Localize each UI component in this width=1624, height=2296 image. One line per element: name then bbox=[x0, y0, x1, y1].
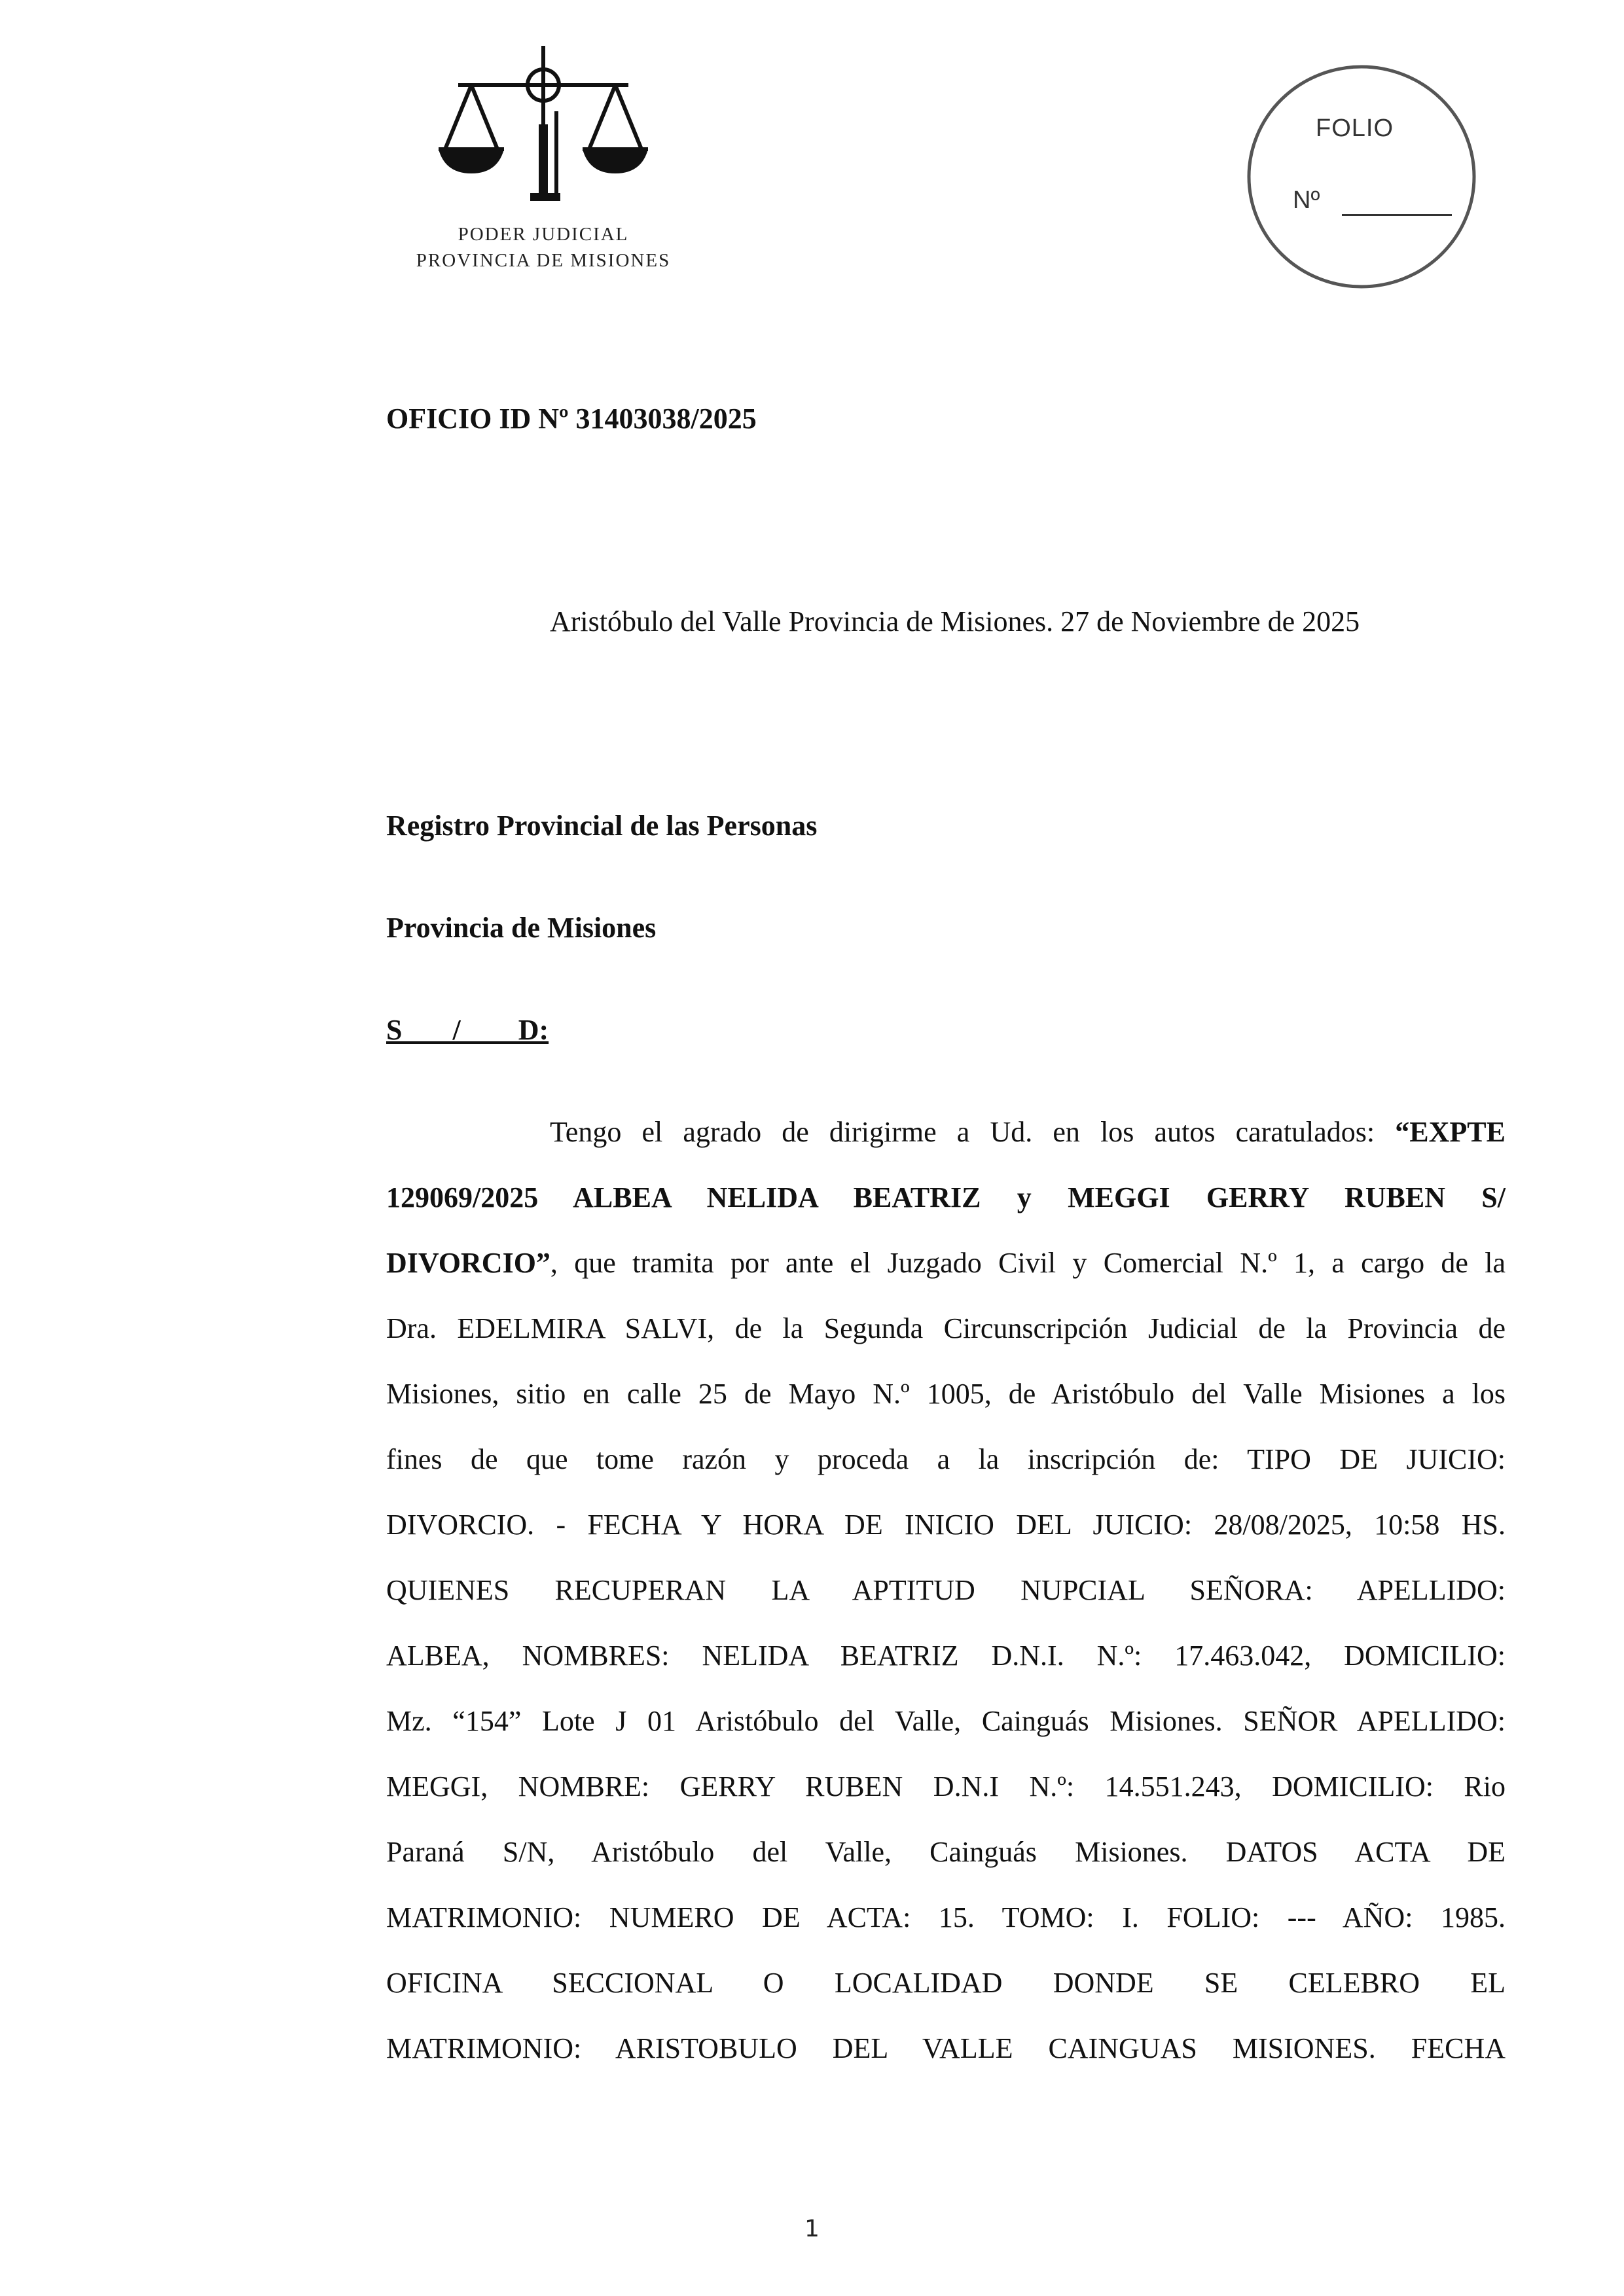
body-line: DIVORCIO. - FECHA Y HORA DE INICIO DEL JUICIO: 28/08/2025, 10:58 HS. bbox=[386, 1509, 1506, 1541]
logo-line-1: PODER JUDICIAL bbox=[458, 224, 629, 245]
body-paragraph bbox=[386, 1113, 1506, 2094]
folio-stamp bbox=[1244, 62, 1479, 291]
body-line: OFICINA SECCIONAL O LOCALIDAD DONDE SE CELEBRO EL bbox=[386, 1967, 1506, 1999]
body-line: Dra. EDELMIRA SALVI, de la Segunda Circunscripción Judicial de la Provincia de bbox=[386, 1312, 1506, 1344]
body-line: MEGGI, NOMBRE: GERRY RUBEN D.N.I N.º: 14.551.243, DOMICILIO: Rio bbox=[386, 1770, 1506, 1803]
place-date: Aristóbulo del Valle Provincia de Misiones. 27 de Noviembre de 2025 bbox=[550, 605, 1360, 637]
folio-number-label: Nº bbox=[1293, 187, 1320, 214]
folio-circle-icon bbox=[1244, 62, 1479, 291]
body-line bbox=[386, 1244, 1506, 1309]
case-title-line: 129069/2025 ALBEA NELIDA BEATRIZ y MEGGI GERRY RUBEN S/ bbox=[386, 1181, 1506, 1213]
body-line: fines de que tome razón y proceda a la inscripción de: TIPO DE JUICIO: bbox=[386, 1443, 1506, 1475]
body-line bbox=[386, 1113, 1506, 1178]
folio-label: FOLIO bbox=[1316, 115, 1394, 142]
logo-line-2: PROVINCIA DE MISIONES bbox=[416, 250, 671, 271]
body-line: Misiones, sitio en calle 25 de Mayo N.º 1005, de Aristóbulo del Valle Misiones a los bbox=[386, 1378, 1506, 1410]
salutation-sd: S / D: bbox=[386, 1014, 549, 1046]
body-line: Mz. “154” Lote J 01 Aristóbulo del Valle, Cainguás Misiones. SEÑOR APELLIDO: bbox=[386, 1705, 1506, 1737]
body-line: Paraná S/N, Aristóbulo del Valle, Cainguás Misiones. DATOS ACTA DE bbox=[386, 1836, 1506, 1868]
recipient-line-2: Provincia de Misiones bbox=[386, 912, 657, 944]
case-title-end: DIVORCIO” bbox=[386, 1247, 550, 1279]
body-line-text: , que tramita por ante el Juzgado Civil y Comercial N.º 1, a cargo de la bbox=[550, 1247, 1506, 1279]
page-number: 1 bbox=[804, 2215, 820, 2242]
folio-number-blank bbox=[1342, 214, 1452, 216]
body-line: MATRIMONIO: ARISTOBULO DEL VALLE CAINGUAS MISIONES. FECHA bbox=[386, 2032, 1506, 2064]
body-line-text: Tengo el agrado de dirigirme a Ud. en los autos caratulados: bbox=[550, 1116, 1396, 1148]
body-line: ALBEA, NOMBRES: NELIDA BEATRIZ D.N.I. N.º: 17.463.042, DOMICILIO: bbox=[386, 1640, 1506, 1672]
scales-of-justice-icon bbox=[432, 39, 655, 216]
body-line: QUIENES RECUPERAN LA APTITUD NUPCIAL SEÑORA: APELLIDO: bbox=[386, 1574, 1506, 1606]
body-line: MATRIMONIO: NUMERO DE ACTA: 15. TOMO: I. FOLIO: --- AÑO: 1985. bbox=[386, 1901, 1506, 1933]
recipient-line-1: Registro Provincial de las Personas bbox=[386, 810, 818, 842]
poder-judicial-logo bbox=[406, 39, 681, 288]
case-title-start: “EXPTE bbox=[1395, 1116, 1506, 1148]
oficio-title: OFICIO ID Nº 31403038/2025 bbox=[386, 403, 757, 435]
